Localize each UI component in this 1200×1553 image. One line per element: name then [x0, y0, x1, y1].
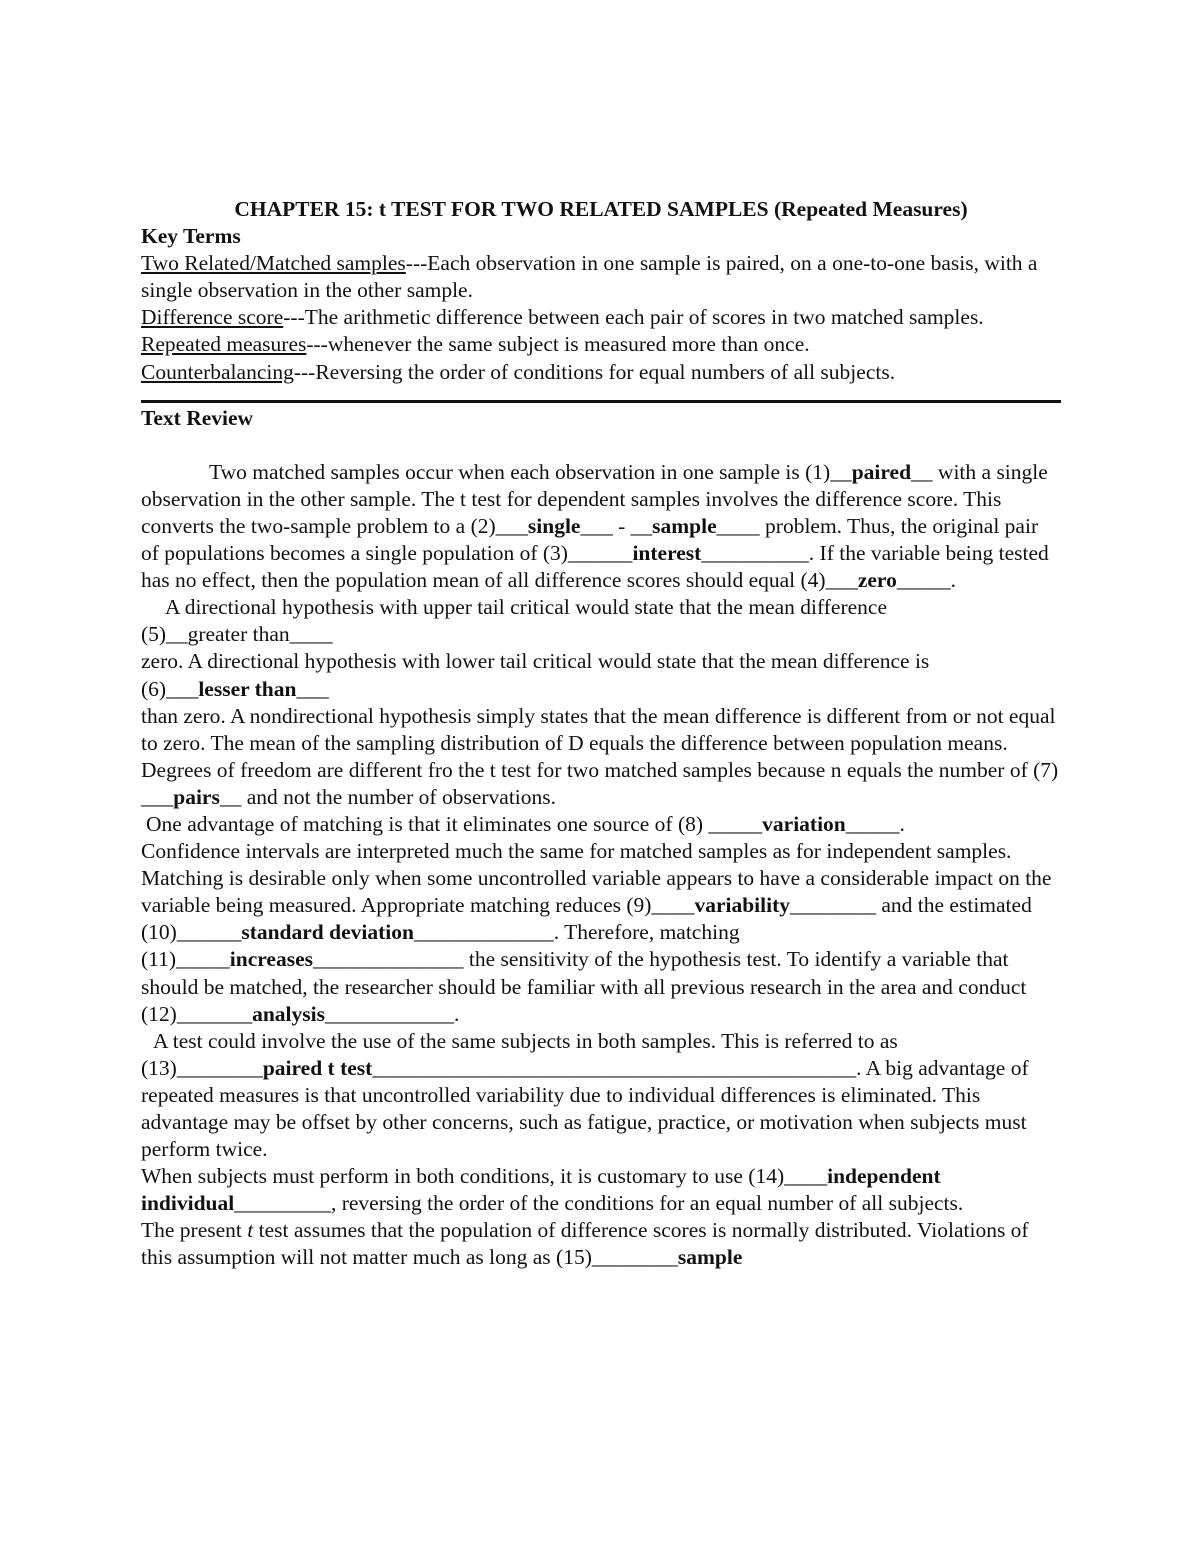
- review-text: _________, reversing the order of the conditions for an equal number of all subjects.: [234, 1191, 964, 1216]
- review-paragraph-2: [141, 594, 1061, 621]
- answer-6: lesser than: [198, 676, 297, 701]
- text-review-heading: Text Review: [141, 405, 254, 430]
- review-paragraph-6: [141, 865, 1061, 1028]
- review-text: _____________________________________________. A big advantage of repeated measures is that uncontrolled variability due to individual differences is eliminated. This advantage may be offset by other concerns, such as fatigue, practice, or motivation when subjects must perform twice.: [141, 1055, 1029, 1162]
- key-term-definition: ---Reversing the order of conditions for equal numbers of all subjects.: [293, 359, 896, 384]
- review-text: _____________. Therefore, matching (11)_____: [141, 920, 740, 972]
- key-term-item: [141, 331, 1061, 358]
- review-paragraph-7: [141, 1028, 1061, 1163]
- review-text: ____ problem. Thus, the original pair of populations becomes a single population of (3)______: [141, 513, 1039, 566]
- review-text: __ with a single observation in the other sample. The t test for dependent samples involves the difference score. This converts the two-sample problem to a (2)___: [141, 459, 1048, 538]
- review-line: [141, 648, 1061, 675]
- review-text: ___: [296, 676, 329, 701]
- review-text: Matching is desirable only when some uncontrolled variable appears to have a considerable impact on the variable being measured. Appropriate matching reduces (9)____: [141, 866, 1052, 918]
- review-text: __ and not the number of observations.: [219, 784, 557, 809]
- page-title: CHAPTER 15: t TEST FOR TWO RELATED SAMPLES (Repeated Measures): [234, 197, 968, 221]
- review-text: A test could involve the use of the same subjects in both samples. This is referred to as (13)________: [141, 1028, 898, 1080]
- review-text: ____________.: [324, 1001, 460, 1026]
- review-text: When subjects must perform in both conditions, it is customary to use (14)____: [141, 1164, 828, 1189]
- key-term-definition: ---The arithmetic difference between each pair of scores in two matched samples.: [283, 305, 984, 330]
- review-paragraph-9: [141, 1217, 1061, 1271]
- review-line: [141, 676, 1061, 703]
- review-text: Two matched samples occur when each observation in one sample is (1)__: [209, 459, 852, 484]
- review-text: One advantage of matching is that it eliminates one source of (8) _____: [146, 811, 763, 836]
- answer-3: interest: [632, 541, 702, 566]
- review-line: [141, 621, 1061, 648]
- answer-9: variability: [694, 893, 790, 918]
- answer-10: standard deviation: [241, 920, 414, 945]
- key-terms-heading: Key Terms: [141, 224, 241, 249]
- section-divider: [141, 400, 1061, 403]
- review-text: __________. If the variable being tested has no effect, then the population mean of all difference scores should equal (4)___: [141, 541, 1049, 593]
- answer-15: sample: [677, 1245, 743, 1270]
- key-term-item: [141, 359, 1061, 386]
- review-text: Degrees of freedom are different fro the t test for two matched samples because n equals the number of (7) ___: [141, 757, 1059, 809]
- review-paragraph-8: [141, 1163, 1061, 1217]
- key-term: Difference score: [141, 305, 284, 330]
- answer-5: (5)__greater than____: [141, 622, 333, 647]
- key-term-item: [141, 304, 1061, 331]
- review-paragraph-4: [141, 811, 1061, 838]
- answer-14: independent individual: [141, 1164, 941, 1216]
- answer-13: paired t test: [262, 1055, 373, 1080]
- key-term-definition: ---whenever the same subject is measured more than once.: [306, 332, 810, 357]
- answer-4: zero: [857, 568, 897, 593]
- key-term-item: [141, 250, 1061, 304]
- answer-11: increases: [229, 947, 313, 972]
- key-terms-list: [141, 250, 1061, 385]
- review-text: ________ and the estimated (10)______: [141, 893, 1032, 945]
- worksheet-page: [141, 196, 1061, 1272]
- review-text: The present: [141, 1218, 248, 1243]
- answer-12: analysis: [252, 1001, 325, 1026]
- answer-8: variation: [762, 811, 846, 836]
- review-text: _____.: [845, 811, 905, 836]
- answer-7: pairs: [173, 784, 220, 809]
- review-paragraph-1: [141, 459, 1061, 594]
- answer-1: paired: [851, 459, 912, 484]
- review-text: than zero. A nondirectional hypothesis simply states that the mean difference is different from or not equal to zero. The mean of the sampling distribution of D equals the difference between population means.: [141, 703, 1056, 755]
- review-text: ______________ the sensitivity of the hypothesis test. To identify a variable that should be matched, the researcher should be familiar with all previous research in the area and conduct (12)_______: [141, 947, 1027, 1026]
- answer-2: single: [527, 513, 581, 538]
- review-text: ___ - __: [580, 513, 653, 538]
- review-paragraph-3: [141, 757, 1061, 811]
- key-term-definition: ---Each observation in one sample is paired, on a one-to-one basis, with a single observation in the other sample.: [141, 251, 1038, 303]
- key-term: Two Related/Matched samples: [141, 251, 406, 276]
- t-italic: t: [247, 1218, 254, 1243]
- review-text: A directional hypothesis with upper tail critical would state that the mean difference: [165, 595, 888, 620]
- review-text: (6)___: [141, 676, 199, 701]
- review-line: [141, 703, 1061, 757]
- review-text: _____.: [896, 568, 956, 593]
- answer-2b: sample: [652, 513, 717, 538]
- review-paragraph-5: Confidence intervals are interpreted much the same for matched samples as for independent samples.: [141, 839, 1012, 864]
- text-review-body: [141, 459, 1061, 1272]
- review-text: zero. A directional hypothesis with lower tail critical would state that the mean difference is: [141, 649, 930, 674]
- key-term: Counterbalancing: [141, 359, 294, 384]
- key-term: Repeated measures: [141, 332, 307, 357]
- review-text: test assumes that the population of difference scores is normally distributed. Violations of this assumption will not matter much as long as (15)________: [141, 1218, 1029, 1270]
